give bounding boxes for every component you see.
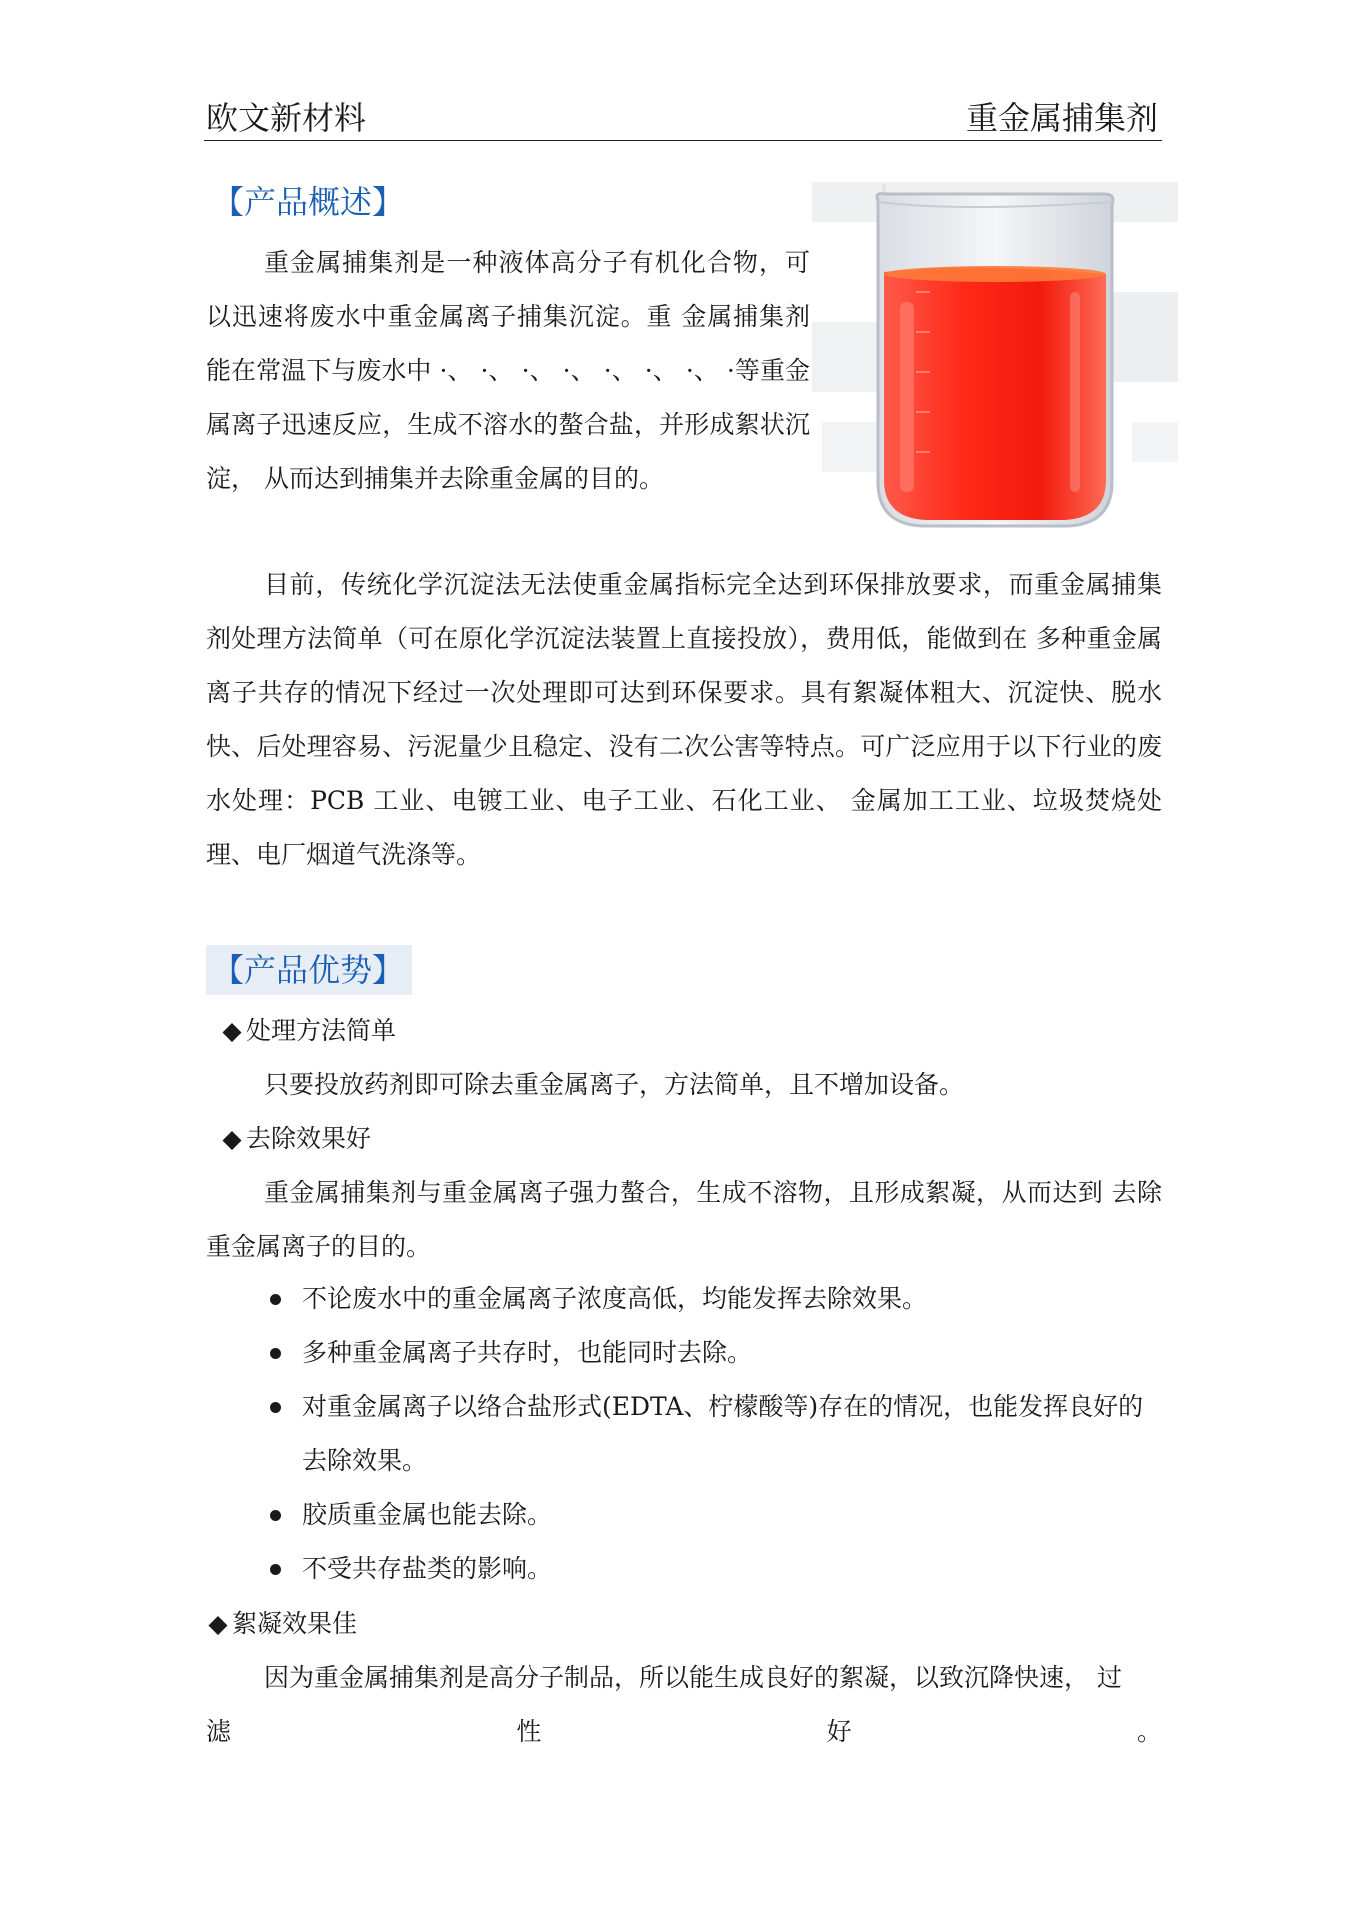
list-item: 多种重金属离子共存时，也能同时去除。 xyxy=(266,1326,1162,1380)
list-item: 不受共存盐类的影响。 xyxy=(266,1542,1162,1596)
spread-char: 性 xyxy=(516,1717,542,1746)
advantage-heading-1-label: 处理方法简单 xyxy=(246,1016,397,1045)
advantage-heading-2-label: 去除效果好 xyxy=(246,1124,372,1153)
spread-char: 滤 xyxy=(206,1717,232,1746)
overview-paragraph-2: 目前，传统化学沉淀法无法使重金属指标完全达到环保排放要求，而重金属捕集剂处理方法简单（可在原化学沉淀法装置上直接投放），费用低，能做到在 多种重金属离子共存的情况下经过一次处理即可达到环保要求。具有絮凝体粗大、沉淀快、脱水快、后处理容易、污泥量少且稳定、没有二次公害等特点。可广泛应用于以下行业的废水处理：PCB 工业、电镀工业、电子工业、石化工业、 金属加工工业、垃圾焚烧处理、电厂烟道气洗涤等。 xyxy=(206,570,1162,869)
advantage-heading-1 xyxy=(220,1004,396,1058)
section-title-overview: 【产品概述】 xyxy=(212,183,405,221)
advantage-heading-2 xyxy=(220,1112,371,1166)
section-title-advantages: 【产品优势】 xyxy=(206,945,412,995)
diamond-bullet-icon: ◆ xyxy=(222,1124,242,1153)
advantage-text-1: 只要投放药剂即可除去重金属离子，方法简单，且不增加设备。 xyxy=(264,1070,965,1099)
advantage-text-3: 因为重金属捕集剂是高分子制品，所以能生成良好的絮凝，以致沉降快速， 过 xyxy=(264,1663,1122,1692)
beaker-photo xyxy=(812,182,1178,538)
header-product: 重金属捕集剂 xyxy=(965,99,1158,137)
list-item: 对重金属离子以络合盐形式(EDTA、柠檬酸等)存在的情况，也能发挥良好的去除效果。 xyxy=(266,1380,1162,1488)
list-item: 胶质重金属也能去除。 xyxy=(266,1488,1162,1542)
spread-char: 。 xyxy=(1136,1717,1162,1746)
advantage-text-2: 重金属捕集剂与重金属离子强力螯合，生成不溶物，且形成絮凝，从而达到 去除重金属离子的目的。 xyxy=(206,1178,1162,1261)
overview-paragraph-1: 重金属捕集剂是一种液体高分子有机化合物，可以迅速将废水中重金属离子捕集沉淀。重 金属捕集剂能在常温下与废水中 ·、 ·、 ·、 ·、 ·、 ·、 ·、 ·等重金属离子迅速反应，生成不溶水的螯合盐，并形成絮状沉淀， 从而达到捕集并去除重金属的目的。 xyxy=(206,248,810,493)
advantage-point-list xyxy=(266,1272,1162,1596)
header-rule xyxy=(204,140,1162,141)
advantage-heading-3-label: 絮凝效果佳 xyxy=(232,1609,358,1638)
diamond-bullet-icon: ◆ xyxy=(208,1609,228,1638)
advantage-text-3-continued xyxy=(206,1705,1162,1759)
diamond-bullet-icon: ◆ xyxy=(222,1016,242,1045)
advantage-heading-3 xyxy=(206,1597,357,1651)
header-company: 欧文新材料 xyxy=(206,99,367,137)
spread-char: 好 xyxy=(826,1717,852,1746)
list-item: 不论废水中的重金属离子浓度高低，均能发挥去除效果。 xyxy=(266,1272,1162,1326)
beaker-illustration xyxy=(812,182,1178,538)
